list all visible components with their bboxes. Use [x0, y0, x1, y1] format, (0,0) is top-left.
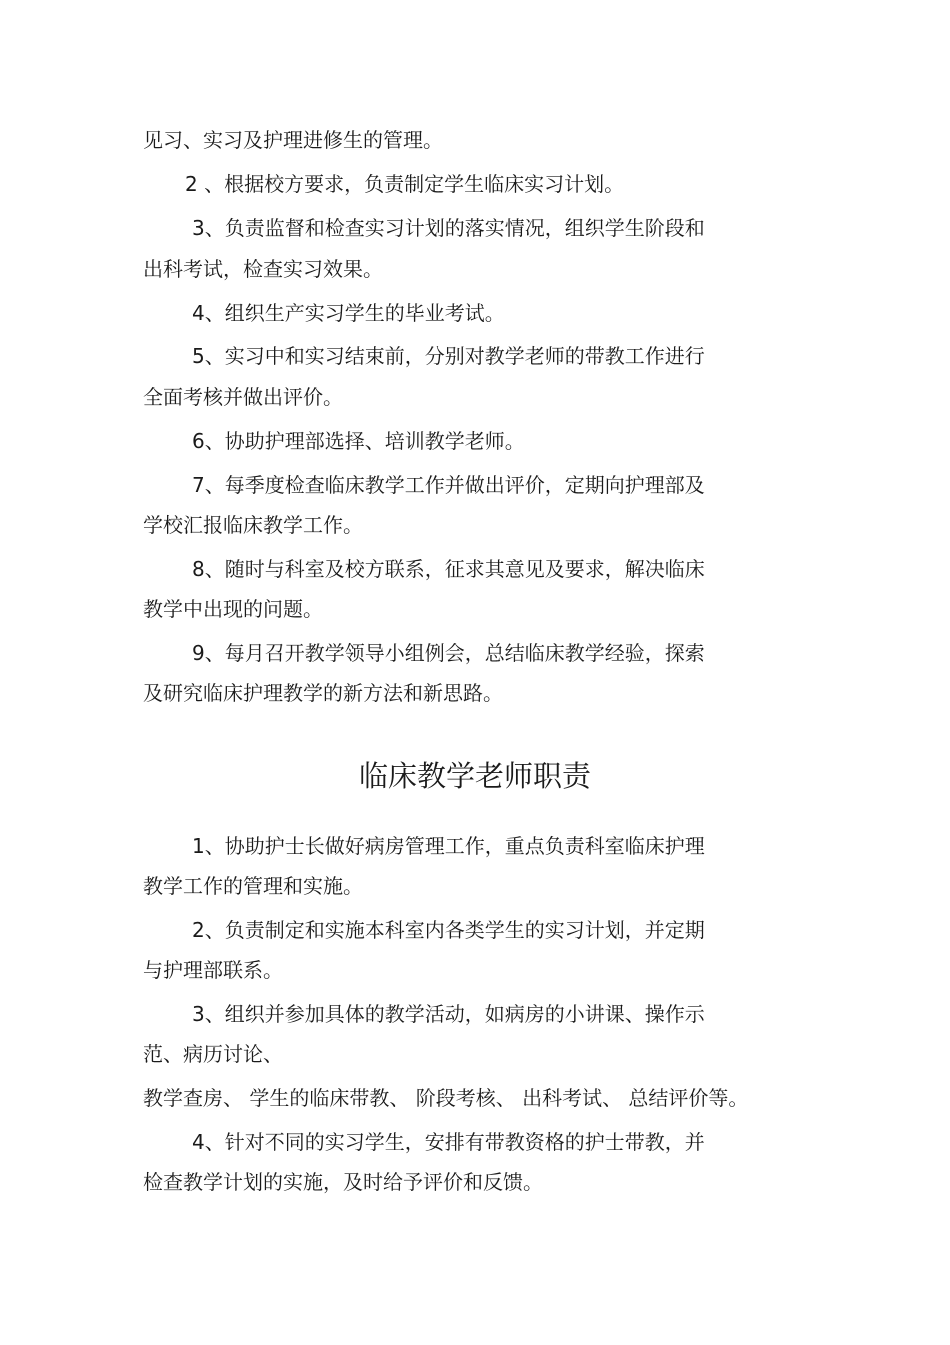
list-item-8: 8、随时与科室及校方联系，征求其意见及要求，解决临床	[192, 557, 705, 581]
list-item-2: 2 、根据校方要求，负责制定学生临床实习计划。	[185, 172, 625, 196]
text-line: 与护理部联系。	[143, 958, 283, 982]
list-item-9: 9、每月召开教学领导小组例会，总结临床教学经验，探索	[192, 641, 705, 665]
list-item-5: 5、实习中和实习结束前，分别对教学老师的带教工作进行	[192, 344, 705, 368]
list-item-4: 4、针对不同的实习学生，安排有带教资格的护士带教，并	[192, 1130, 705, 1154]
text-line: 教学工作的管理和实施。	[143, 874, 363, 898]
text-line: 教学查房、 学生的临床带教、 阶段考核、 出科考试、 总结评价等。	[143, 1086, 749, 1110]
text-line: 见习、实习及护理进修生的管理。	[143, 128, 443, 152]
text-line: 教学中出现的问题。	[143, 597, 323, 621]
section-title: 临床教学老师职责	[358, 759, 591, 793]
list-item-2: 2、负责制定和实施本科室内各类学生的实习计划，并定期	[192, 918, 705, 942]
list-item-3: 3、组织并参加具体的教学活动，如病房的小讲课、操作示	[192, 1002, 705, 1026]
text-line: 学校汇报临床教学工作。	[143, 513, 363, 537]
list-item-1: 1、协助护士长做好病房管理工作，重点负责科室临床护理	[192, 834, 705, 858]
list-item-7: 7、每季度检查临床教学工作并做出评价，定期向护理部及	[192, 473, 705, 497]
text-line: 范、病历讨论、	[143, 1042, 283, 1066]
text-line: 全面考核并做出评价。	[143, 385, 343, 409]
list-item-4: 4、组织生产实习学生的毕业考试。	[192, 301, 505, 325]
text-line: 出科考试，检查实习效果。	[143, 257, 383, 281]
list-item-6: 6、协助护理部选择、培训教学老师。	[192, 429, 525, 453]
list-item-3: 3、负责监督和检查实习计划的落实情况，组织学生阶段和	[192, 216, 705, 240]
text-line: 检查教学计划的实施，及时给予评价和反馈。	[143, 1170, 543, 1194]
text-line: 及研究临床护理教学的新方法和新思路。	[143, 681, 503, 705]
